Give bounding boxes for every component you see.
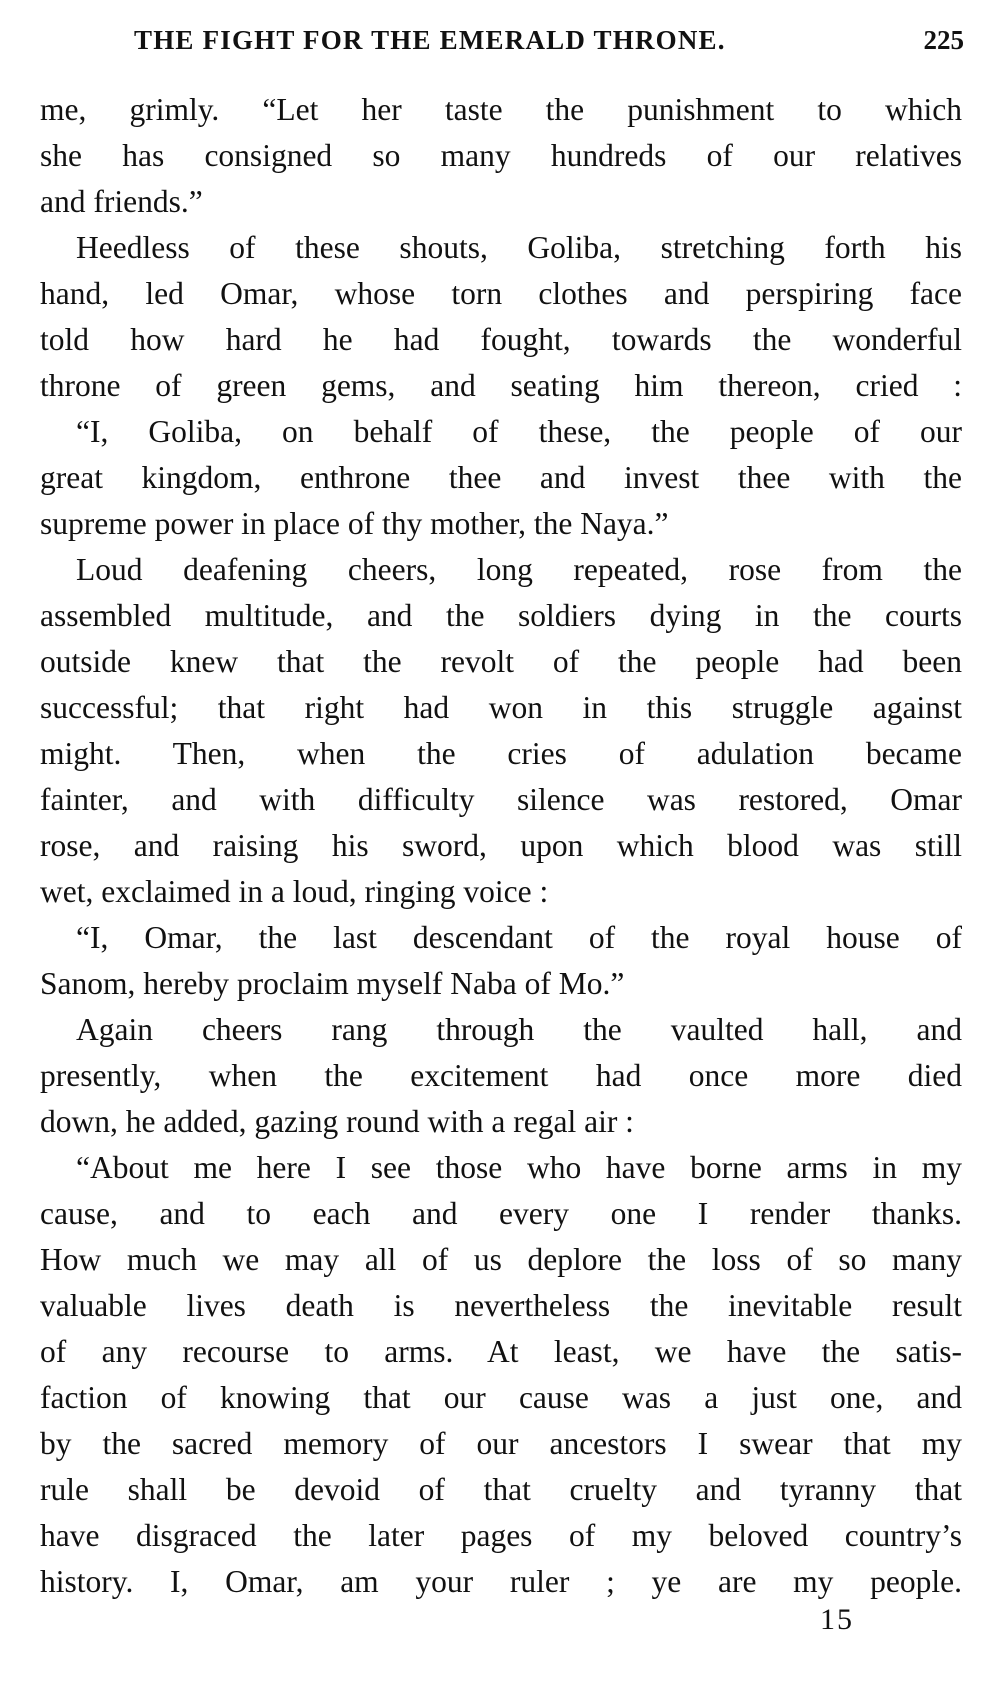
text-line: might. Then, when the cries of adulation became — [40, 736, 962, 771]
text-line: down, he added, gazing round with a regal air : — [40, 1104, 634, 1139]
page-number: 225 — [923, 25, 964, 55]
running-header — [134, 20, 964, 60]
text-line: wet, exclaimed in a loud, ringing voice : — [40, 874, 549, 909]
text-line: me, grimly. “Let her taste the punishment to which — [40, 92, 962, 127]
text-line: “I, Goliba, on behalf of these, the people of our — [76, 414, 962, 449]
text-line: rule shall be devoid of that cruelty and tyranny that — [40, 1472, 962, 1507]
signature-mark: 15 — [820, 1603, 854, 1636]
text-line: history. I, Omar, am your ruler ; ye are my people. — [40, 1564, 962, 1599]
text-line: successful; that right had won in this struggle against — [40, 690, 962, 725]
text-line: of any recourse to arms. At least, we have the satis- — [40, 1334, 962, 1369]
text-line: Loud deafening cheers, long repeated, rose from the — [76, 552, 962, 587]
text-line: supreme power in place of thy mother, the Naya.” — [40, 506, 669, 541]
text-line: valuable lives death is nevertheless the inevitable result — [40, 1288, 962, 1323]
body-text — [40, 87, 962, 1605]
text-line: outside knew that the revolt of the people had been — [40, 644, 962, 679]
text-line: told how hard he had fought, towards the wonderful — [40, 322, 962, 357]
text-line: throne of green gems, and seating him thereon, cried : — [40, 368, 962, 403]
text-line: hand, led Omar, whose torn clothes and perspiring face — [40, 276, 962, 311]
text-line: “I, Omar, the last descendant of the royal house of — [76, 920, 962, 955]
text-line: have disgraced the later pages of my beloved country’s — [40, 1518, 962, 1553]
text-line: Heedless of these shouts, Goliba, stretching forth his — [76, 230, 962, 265]
text-line: faction of knowing that our cause was a just one, and — [40, 1380, 962, 1415]
text-line: rose, and raising his sword, upon which blood was still — [40, 828, 962, 863]
text-line: cause, and to each and every one I render thanks. — [40, 1196, 962, 1231]
text-line: Sanom, hereby proclaim myself Naba of Mo.” — [40, 966, 625, 1001]
running-title: THE FIGHT FOR THE EMERALD THRONE. — [134, 25, 726, 55]
text-line: great kingdom, enthrone thee and invest thee with the — [40, 460, 962, 495]
text-line: by the sacred memory of our ancestors I swear that my — [40, 1426, 962, 1461]
text-line: she has consigned so many hundreds of our relatives — [40, 138, 962, 173]
text-line: “About me here I see those who have borne arms in my — [76, 1150, 962, 1185]
text-line: assembled multitude, and the soldiers dying in the courts — [40, 598, 962, 633]
text-line: fainter, and with difficulty silence was restored, Omar — [40, 782, 962, 817]
text-line: and friends.” — [40, 184, 203, 219]
text-line: How much we may all of us deplore the loss of so many — [40, 1242, 962, 1277]
text-line: Again cheers rang through the vaulted hall, and — [76, 1012, 962, 1047]
text-line: presently, when the excitement had once more died — [40, 1058, 962, 1093]
